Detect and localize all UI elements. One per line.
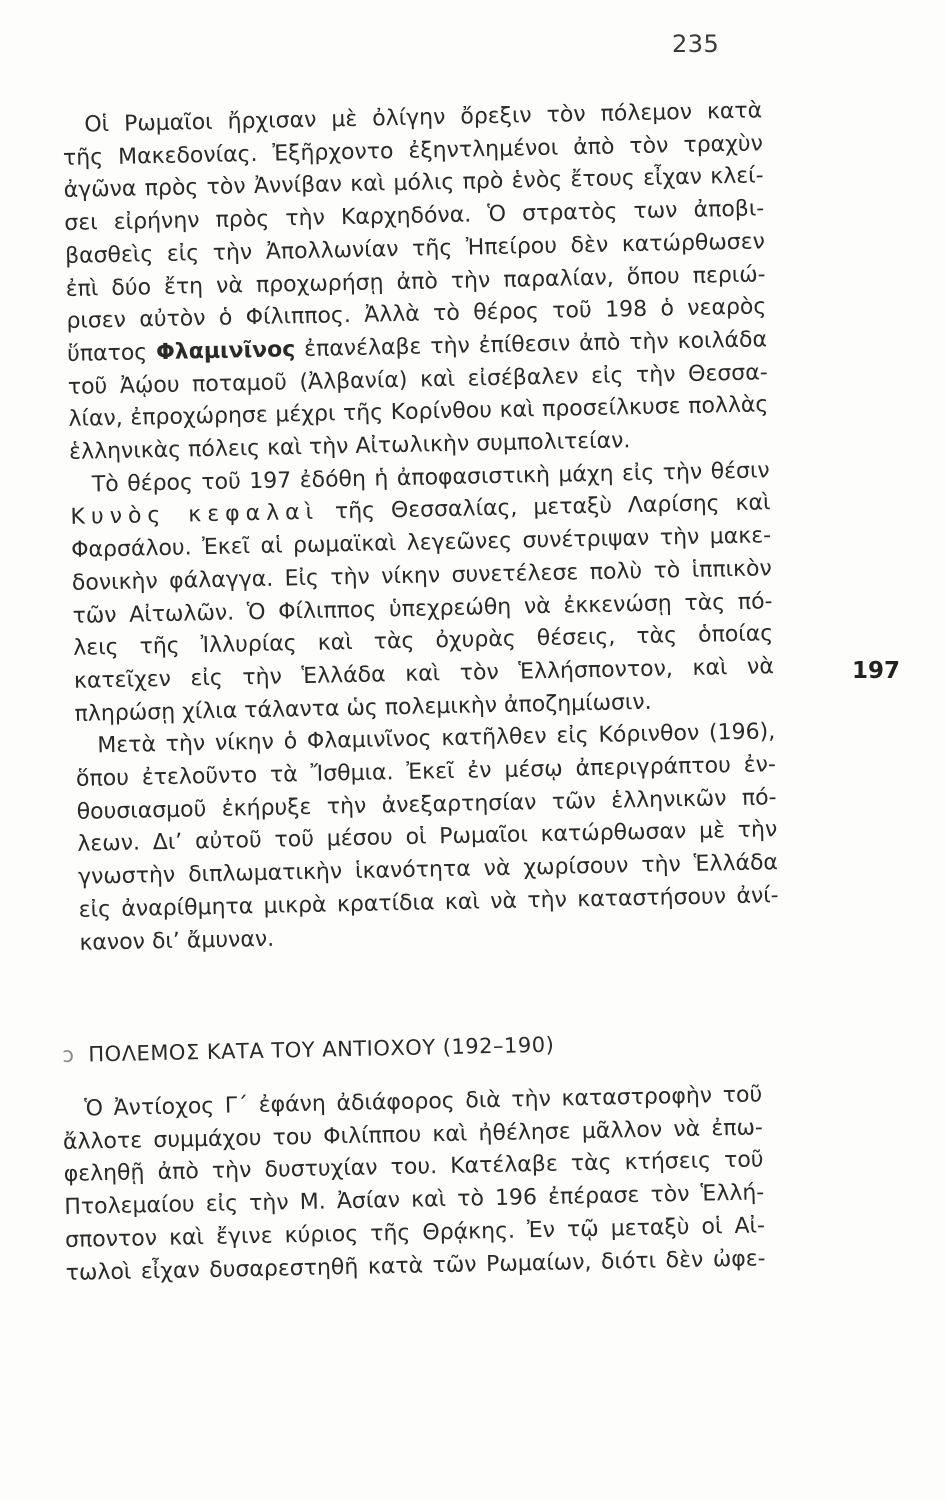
main-text-block bbox=[62, 95, 815, 960]
text-line: ἄλλοτε συμμάχου του Φιλίππου καὶ ἠθέλησε μᾶλλον νὰ ἐπω- bbox=[62, 1115, 764, 1155]
text-line: γνωστὴν διπλωματικὴν ἱκανότητα νὰ χωρίσουν τὴν Ἑλλάδα bbox=[77, 850, 779, 891]
section-heading-block bbox=[62, 1025, 797, 1070]
text-line: Μετὰ τὴν νίκην ὁ Φλαμινῖνος κατῆλθεν εἰς Κόρινθον (196), bbox=[97, 719, 776, 759]
text-line: τωλοὶ εἶχαν δυσαρεστηθῆ κατὰ τῶν Ρωμαίων, διότι δὲν ὠφε- bbox=[65, 1245, 766, 1286]
text-line: Ὁ Ἀντίοχος Γ΄ ἐφάνη ἀδιάφορος διὰ τὴν καταστροφὴν τοῦ bbox=[84, 1082, 763, 1122]
text-fragment: ὕπατος bbox=[66, 340, 157, 367]
text-line: ρισεν αὐτὸν ὁ Φίλιππος. Ἀλλὰ τὸ θέρος τοῦ 198 ὁ νεαρὸς bbox=[66, 294, 767, 335]
text-line: ἀγῶνα πρὸς τὸν Ἀννίβαν καὶ μόλις πρὸ ἑνὸς ἔτους εἶχαν κλεί- bbox=[63, 163, 764, 204]
text-line: λίαν, ἐπροχώρησε μέχρι τῆς Κορίνθου καὶ προσείλκυσε πολλὰς bbox=[68, 392, 769, 433]
heading-marker: ↄ bbox=[62, 1042, 75, 1067]
text-line: Φαρσάλου. Ἐκεῖ αἱ ρωμαϊκαὶ λεγεῶνες συνέτριψαν τὴν μακε- bbox=[70, 523, 772, 564]
antiochus-text-block bbox=[62, 1079, 801, 1291]
text-line: ἐπὶ δύο ἔτη νὰ προχωρήσῃ ἀπὸ τὴν παραλίαν, ὅπου περιώ- bbox=[65, 261, 766, 302]
text-fragment: τῆς Θεσσαλίας, μεταξὺ Λαρίσης καὶ bbox=[318, 490, 771, 526]
text-line: πληρώσῃ χίλια τάλαντα ὡς πολεμικὴν ἀποζημίωσιν. bbox=[74, 689, 652, 727]
margin-year-note: 197 bbox=[852, 658, 901, 684]
text-line: Πτολεμαίου εἰς τὴν Μ. Ἀσίαν καὶ τὸ 196 ἐπέρασε τὸν Ἑλλή- bbox=[64, 1180, 765, 1221]
text-line: δονικὴν φάλαγγα. Εἰς τὴν νίκην συνετέλεσε πολὺ τὸ ἱππικὸν bbox=[71, 556, 773, 596]
text-line: ἑλληνικὰς πόλεις καὶ τὴν Αἰτωλικὴν συμπολιτείαν. bbox=[68, 428, 631, 465]
text-line: κανον δι’ ἄμυναν. bbox=[79, 926, 275, 956]
text-line: φεληθῇ ἀπὸ τὴν δυστυχίαν του. Κατέλαβε τὰς κτήσεις τοῦ bbox=[63, 1147, 764, 1188]
page-number: 235 bbox=[672, 30, 720, 58]
text-line: σει εἰρήνην πρὸς τὴν Καρχηδόνα. Ὁ στρατὸς των ἀποβι- bbox=[64, 196, 765, 237]
text-line: θουσιασμοῦ ἐκήρυξε τὴν ἀνεξαρτησίαν τῶν ἑλληνικῶν πό- bbox=[76, 784, 777, 825]
text-line: σποντον καὶ ἔγινε κύριος τῆς Θρᾴκης. Ἐν τῷ μεταξὺ οἱ Αἰ- bbox=[64, 1213, 766, 1253]
text-line: βασθεὶς εἰς τὴν Ἀπολλωνίαν τῆς Ἠπείρου δὲν κατώρθωσεν bbox=[64, 229, 766, 269]
text-line: ὅπου ἐτελοῦντο τὰ Ἴσθμια. Ἐκεῖ ἐν μέσῳ ἀπεριγράπτου ἐν- bbox=[75, 752, 777, 792]
text-line: Οἱ Ρωμαῖοι ἤρχισαν μὲ ὀλίγην ὄρεξιν τὸν πόλεμον κατὰ bbox=[84, 98, 763, 138]
bold-name-flamininus: Φλαμινῖνος bbox=[155, 337, 296, 366]
heading-text: ΠΟΛΕΜΟΣ ΚΑΤΑ ΤΟΥ ΑΝΤΙΟΧΟΥ (192–190) bbox=[88, 1032, 555, 1067]
section-heading bbox=[62, 1025, 797, 1070]
text-line: κατεῖχεν εἰς τὴν Ἑλλάδα καὶ τὸν Ἑλλήσποντον, καὶ νὰ bbox=[73, 654, 775, 694]
text-line: Τὸ θέρος τοῦ 197 ἐδόθη ἡ ἀποφασιστικὴ μάχη εἰς τὴν θέσιν bbox=[91, 457, 770, 498]
text-line: τῶν Αἰτωλῶν. Ὁ Φίλιππος ὑπεχρεώθη νὰ ἐκκενώσῃ τὰς πό- bbox=[72, 588, 773, 629]
text-fragment: ἐπανέλαβε τὴν ἐπίθεσιν ἀπὸ τὴν κοιλάδα bbox=[295, 327, 768, 363]
text-line: εἰς ἀναρίθμητα μικρὰ κρατίδια καὶ νὰ τὴν καταστήσουν ἀνί- bbox=[78, 883, 779, 923]
text-line: τῆς Μακεδονίας. Ἐξῆρχοντο ἐξηντλημένοι ἀπὸ τὸν τραχὺν bbox=[62, 131, 764, 171]
text-line: τοῦ Ἀῴου ποταμοῦ (Ἀλβανία) καὶ εἰσέβαλεν εἰς τὴν Θεσσα- bbox=[67, 359, 768, 400]
text-line: λεις τῆς Ἰλλυρίας καὶ τὰς ὀχυρὰς θέσεις, τὰς ὁποίας bbox=[73, 621, 774, 662]
spaced-place-name: Κυνὸς κεφαλαὶ bbox=[70, 500, 320, 531]
text-line: λεων. Δι’ αὐτοῦ τοῦ μέσου οἱ Ρωμαῖοι κατώρθωσαν μὲ τὴν bbox=[77, 817, 778, 858]
